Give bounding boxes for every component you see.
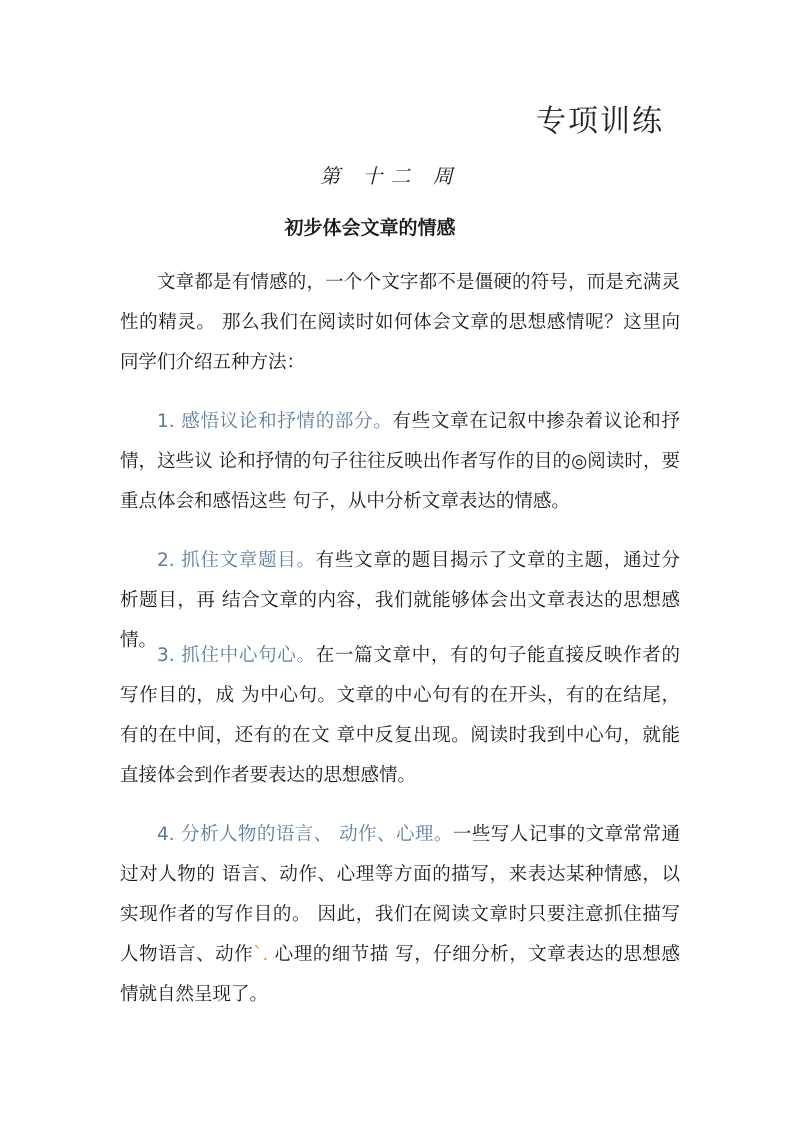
method-2-heading: 2. 抓住文章题目。 — [157, 550, 316, 571]
page-header-title: 专项训练 — [536, 104, 664, 139]
method-4-body-b: 心理的细节描 写，仔细分析，文章表达的思想感情就自然呈现了。 — [120, 944, 680, 1005]
method-1-heading: 1. 感悟议论和抒情的部分。 — [157, 411, 393, 432]
method-4-paragraph — [120, 815, 680, 1015]
stray-mark: `. — [253, 944, 269, 965]
method-3-paragraph — [120, 636, 680, 796]
method-4-body-a: 一些写人记事的文章常常通过对人物的 语言、动作、心理等方面的描写，来表达某种情感，以实现作者的写作目的。 因此，我们在阅读文章时只要注意抓住描写人物语言、动作 — [120, 824, 680, 965]
lesson-title: 初步体会文章的情感 — [284, 217, 456, 239]
method-2-body: 有些文章的题目揭示了文章的主题，通过分析题目，再 结合文章的内容，我们就能够体会出文章表达的思想感情。 — [120, 550, 680, 651]
method-1-paragraph — [120, 402, 680, 522]
method-3-body: 在一篇文章中，有的句子能直接反映作者的写作目的，成 为中心句。文章的中心句有的在开头，有的在结尾，有的在中间，还有的在文 章中反复出现。阅读时我到中心句，就能直接体会到作者要表达的思想感情。 — [120, 645, 680, 786]
week-label: 第 十二 周 — [320, 164, 461, 188]
intro-paragraph: 文章都是有情感的，一个个文字都不是僵硬的符号，而是充满灵性的精灵。 那么我们在阅读时如何体会文章的思想感情呢？这里向同学们介绍五种方法： — [120, 272, 680, 373]
method-3-heading: 3. 抓住中心句心。 — [157, 645, 316, 666]
method-1-body: 有些文章在记叙中掺杂着议论和抒情，这些议 论和抒情的句子往往反映出作者写作的目的◎阅读时，要重点体会和感悟这些 句子，从中分析文章表达的情感。 — [120, 411, 680, 512]
method-4-heading: 4. 分析人物的语言、 动作、心理。 — [157, 824, 453, 845]
